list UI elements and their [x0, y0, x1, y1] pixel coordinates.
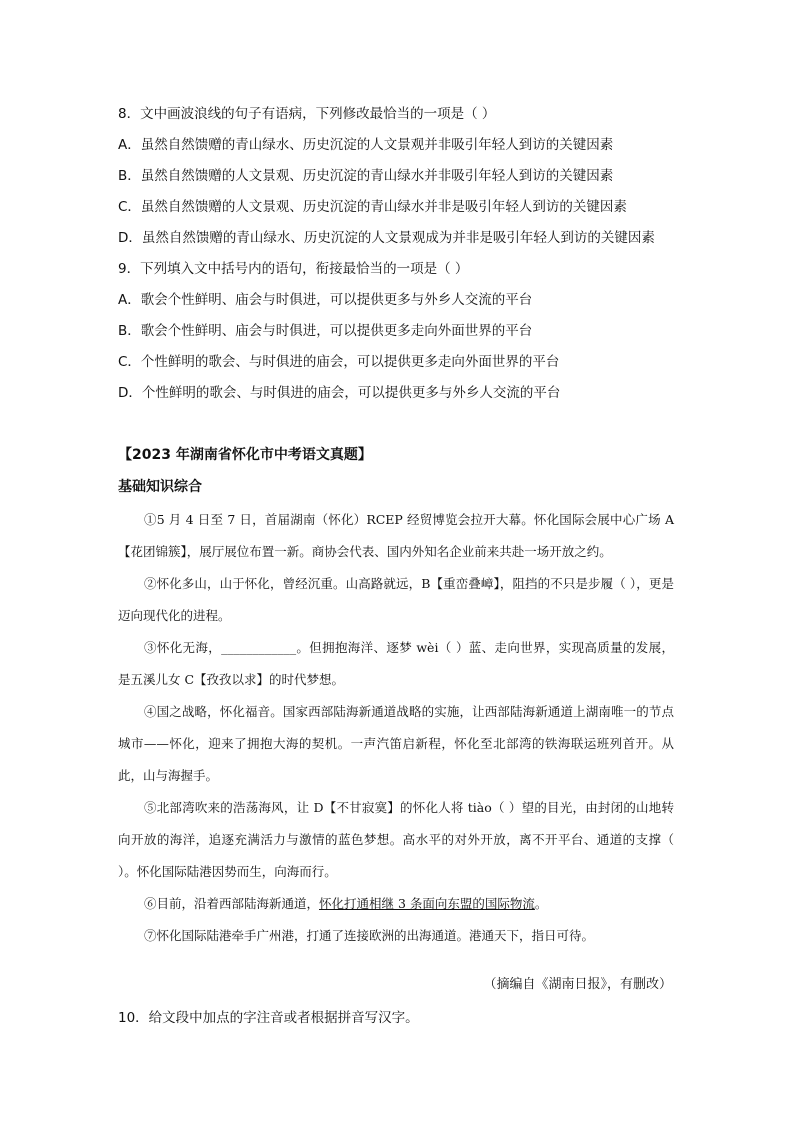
passage-paragraph-3: ③怀化无海，____________。但拥抱海洋、逐梦 wèi（ ）蓝、走向世界，实现高质量的发展，是五溪儿女 C【孜孜以求】的时代梦想。: [118, 640, 674, 687]
question-9-option-c: C．个性鲜明的歌会、与时俱进的庙会，可以提供更多走向外面世界的平台: [118, 354, 560, 370]
subsection-title: 基础知识综合: [118, 479, 202, 495]
reading-passage: [118, 504, 674, 952]
passage-paragraph-5: ⑤北部湾吹来的浩荡海风，让 D【不甘寂寞】的怀化人将 tiào（ ）望的目光，由封闭的山地转向开放的海洋，追逐充满活力与激情的蓝色梦想。高水平的对外开放，离不开平台、通道的支撑（ ）。怀化国际陆港因势而生，向海而行。: [118, 800, 674, 879]
passage-paragraph-2: ②怀化多山，山于怀化，曾经沉重。山高路就远，B【重峦叠嶂】，阻挡的不只是步履（ ），更是迈向现代化的进程。: [118, 576, 674, 623]
question-9-option-b: B．歌会个性鲜明、庙会与时俱进，可以提供更多走向外面世界的平台: [118, 323, 533, 339]
question-9-stem: 9．下列填入文中括号内的语句，衔接最恰当的一项是（ ）: [118, 261, 469, 277]
paragraph-6-text: ⑥目前，沿着西部陆海新通道，: [144, 896, 320, 911]
passage-paragraph-1: ①5 月 4 日至 7 日，首届湖南（怀化）RCEP 经贸博览会拉开大幕。怀化国际会展中心广场 A【花团锦簇】，展厅展位布置一新。商协会代表、国内外知名企业前来共赴一场开放之约。: [118, 512, 674, 559]
source-attribution: （摘编自《湖南日报》，有删改）: [483, 977, 672, 992]
question-9-option-a: A．歌会个性鲜明、庙会与时俱进，可以提供更多与外乡人交流的平台: [118, 292, 533, 308]
question-8-option-b: B．虽然自然馈赠的人文景观、历史沉淀的青山绿水并非吸引年轻人到访的关键因素: [118, 168, 614, 184]
question-8-option-a: A．虽然自然馈赠的青山绿水、历史沉淀的人文景观并非吸引年轻人到访的关键因素: [118, 137, 614, 153]
question-9-option-d: D．个性鲜明的歌会、与时俱进的庙会，可以提供更多与外乡人交流的平台: [118, 385, 561, 401]
question-8-stem: 8．文中画波浪线的句子有语病，下列修改最恰当的一项是（ ）: [118, 106, 496, 122]
passage-paragraph-7: ⑦怀化国际陆港牵手广州港，打通了连接欧洲的出海通道。港通天下，指日可待。: [144, 928, 595, 943]
passage-paragraph-6: [118, 888, 674, 920]
underlined-sentence: 怀化打通相继 3 条面向东盟的国际物流: [319, 896, 535, 911]
question-10-stem: 10．给文段中加点的字注音或者根据拼音写汉字。: [118, 1010, 419, 1026]
paragraph-6-end: 。: [534, 896, 548, 911]
passage-paragraph-4: ④国之战略，怀化福音。国家西部陆海新通道战略的实施，让西部陆海新通道上湖南唯一的节点城市——怀化，迎来了拥抱大海的契机。一声汽笛启新程，怀化至北部湾的铁海联运班列首开。从此，山与海握手。: [118, 704, 674, 783]
question-8-option-d: D．虽然自然馈赠的青山绿水、历史沉淀的人文景观成为并非是吸引年轻人到访的关键因素: [118, 230, 655, 246]
question-8-option-c: C．虽然自然馈赠的人文景观、历史沉淀的青山绿水并非是吸引年轻人到访的关键因素: [118, 199, 627, 215]
section-title: 【2023 年湖南省怀化市中考语文真题】: [118, 447, 372, 463]
